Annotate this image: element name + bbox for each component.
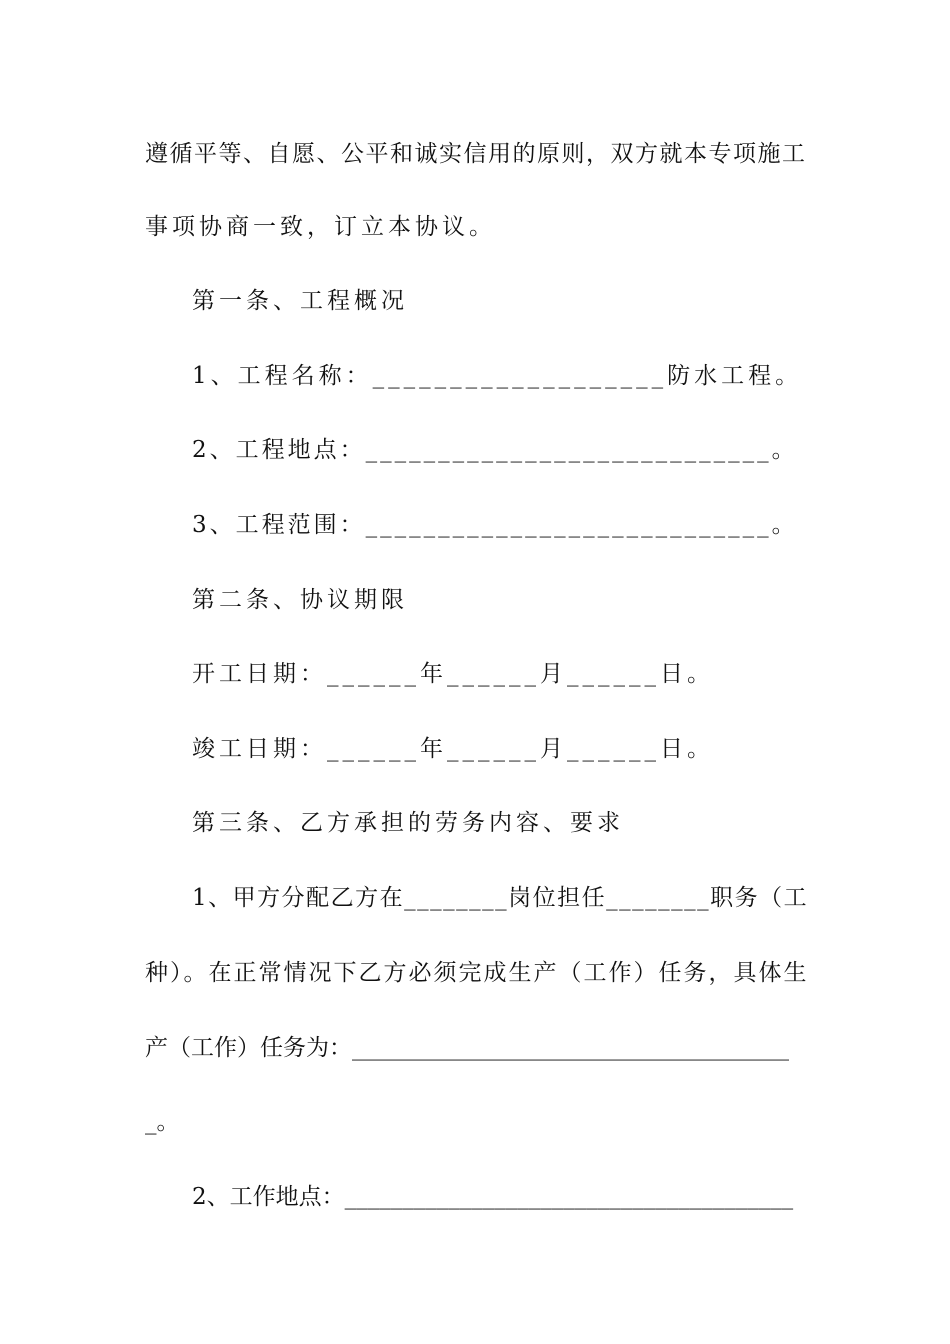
work-location-line: 2、工作地点：_______________________________________ xyxy=(192,1184,794,1210)
article-heading: 第二条、协议期限 xyxy=(192,587,408,613)
project-name-line: 1、工程名称：___________________防水工程。 xyxy=(192,363,803,389)
completion-date-line: 竣工日期：______年______月______日。 xyxy=(192,736,714,762)
article-heading: 第三条、乙方承担的劳务内容、要求 xyxy=(192,810,624,836)
task-line: 产（工作）任务为：______________________________________ xyxy=(145,1035,789,1061)
body-text-line: _。 xyxy=(145,1109,180,1135)
article-heading: 第一条、工程概况 xyxy=(192,288,408,314)
body-text-line: 遵循平等、自愿、公平和诚实信用的原则，双方就本专项施工 xyxy=(145,141,807,167)
body-text-line: 事项协商一致，订立本协议。 xyxy=(145,214,496,240)
start-date-line: 开工日期：______年______月______日。 xyxy=(192,661,714,687)
project-location-line: 2、工程地点：____________________________。 xyxy=(192,437,798,463)
body-text-line: 1、甲方分配乙方在________岗位担任________职务（工 xyxy=(192,885,809,911)
project-scope-line: 3、工程范围：____________________________。 xyxy=(192,512,798,538)
body-text-line: 种）。在正常情况下乙方必须完成生产（工作）任务，具体生 xyxy=(145,960,809,986)
